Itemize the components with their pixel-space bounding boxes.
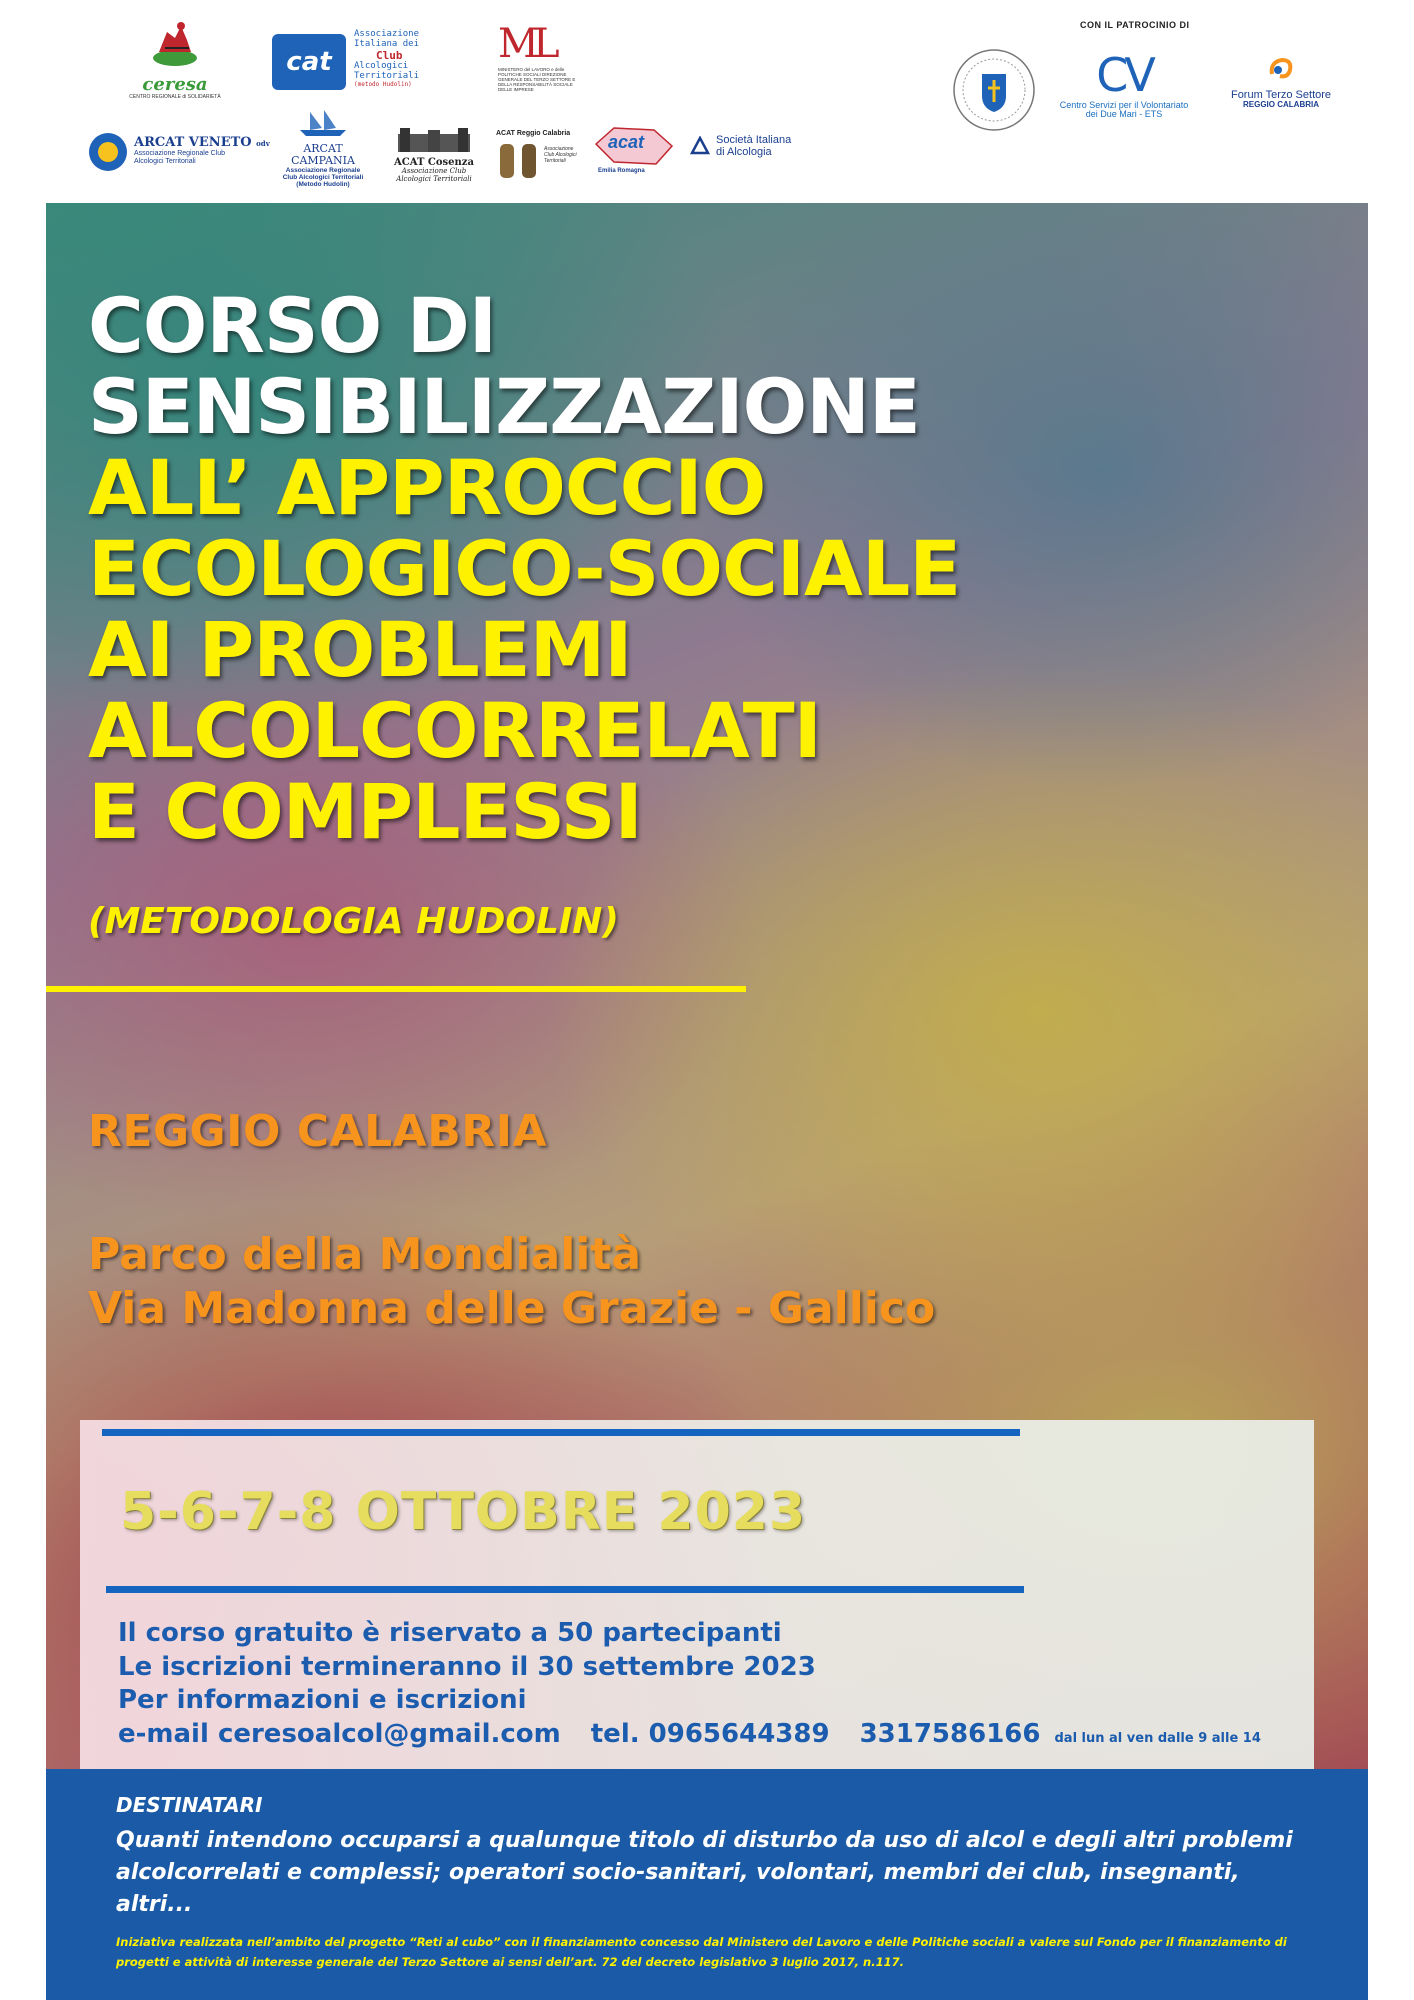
aicat-line4: Alcologici (354, 60, 409, 71)
coat-of-arms-icon (952, 48, 1036, 132)
csv-line1: Centro Servizi per il Volontariato (1059, 99, 1189, 110)
title-line-2: SENSIBILIZZAZIONE (88, 362, 920, 451)
title-line-4: ECOLOGICO-SOCIALE (88, 524, 961, 613)
arcat-campania-name: ARCAT CAMPANIA (291, 142, 355, 168)
knight-horse-icon (145, 18, 205, 70)
destinatari-heading: DESTINATARI (116, 1793, 263, 1817)
forum-line1: Forum Terzo Settore (1230, 89, 1332, 101)
location-place: Parco della Mondialità (88, 1229, 642, 1280)
triangle-icon (690, 136, 710, 156)
aicat-line1: Associazione (354, 29, 420, 39)
acat-reggio-logo (496, 130, 582, 164)
coat-of-arms-logo (952, 48, 1036, 137)
arcat-campania-sub3: (Metodo Hudolin) (296, 181, 350, 189)
csv-line2: dei Due Mari - ETS (1085, 109, 1163, 120)
forum-line2: REGGIO CALABRIA (1243, 100, 1319, 110)
acat-reggio-name: ACAT Reggio Calabria (496, 130, 571, 137)
aicat-logo (272, 30, 452, 96)
ministero-text: MINISTERO del LAVORO e delle POLITICHE SOCIALI DIREZIONE GENERALE DEL TERZO SETTORE E DELLA RESPONSABILITÀ SOCIALE DELLE IMPRESE (498, 67, 576, 92)
acat-cosenza-logo (388, 126, 480, 183)
target-audience-band (46, 1769, 1368, 2000)
title-line-3: ALL’ APPROCCIO (88, 443, 766, 532)
ministero-mark: ML (498, 21, 554, 67)
location-address (88, 1228, 935, 1336)
yellow-divider (46, 986, 746, 992)
sia-line1: Società Italiana (716, 134, 792, 146)
course-title (88, 281, 961, 856)
aicat-mark-icon (272, 34, 346, 90)
ship-icon (296, 108, 350, 138)
arcat-campania-logo (270, 108, 376, 189)
forum-terzo-settore-logo (1222, 54, 1340, 110)
event-info-box (80, 1420, 1314, 1777)
title-line-6: ALCOLCORRELATI (88, 686, 821, 775)
contact-hours: dal lun al ven dalle 9 alle 14 (1054, 1730, 1261, 1746)
ceresa-subtitle: CENTRO REGIONALE di SOLIDARIETÀ (129, 93, 221, 100)
arcat-veneto-subtitle: Associazione Regionale Club Alcologici Territoriali (134, 150, 226, 165)
destinatari-body: Quanti intendono occuparsi a qualunque titolo di disturbo da uso di alcol e degli altri problemi alcolcorrelati e complessi; operatori socio-sanitari, volontari, membri dei club, insegnanti, altri... (116, 1828, 1293, 1917)
acat-emilia-logo (594, 124, 674, 176)
sun-emblem-icon (88, 132, 128, 172)
aicat-line5: Territoriali (354, 70, 420, 81)
arcat-campania-sub2: Club Alcologici Territoriali (282, 174, 364, 182)
acat-cosenza-name: ACAT Cosenza (394, 157, 474, 168)
poster (46, 203, 1368, 2000)
blue-rule-middle (106, 1586, 1024, 1593)
csv-mark: CV (1096, 48, 1152, 102)
acat-emilia-subtitle: Emilia Romagna (598, 168, 645, 174)
info-registration-deadline: Le iscrizioni termineranno il 30 settembre 2023 (118, 1651, 816, 1682)
title-line-5: AI PROBLEMI (88, 605, 632, 694)
arcat-veneto-name: ARCAT VENETO (134, 135, 252, 150)
contact-mobile[interactable]: 3317586166 (859, 1718, 1041, 1749)
contact-phone[interactable]: tel. 0965644389 (590, 1718, 830, 1749)
arcat-campania-sub1: Associazione Regionale (285, 167, 361, 175)
forum-swirl-icon (1266, 54, 1296, 84)
blue-rule-top (102, 1429, 1020, 1436)
ceresa-name: ceresa (142, 74, 208, 95)
castle-icon (394, 126, 474, 152)
acat-cosenza-sub1: Associazione Club (401, 167, 467, 175)
sia-line2: di Alcologia (716, 146, 772, 159)
event-dates: 5-6-7-8 OTTOBRE 2023 (120, 1482, 807, 1542)
info-contacts-heading: Per informazioni e iscrizioni (118, 1685, 527, 1715)
aicat-mark-text: cat (286, 47, 332, 77)
contact-line (118, 1718, 1291, 1756)
arcat-veneto-suffix: odv (256, 139, 270, 148)
title-line-1: CORSO DI (88, 281, 497, 370)
location-city: REGGIO CALABRIA (88, 1106, 548, 1157)
ministero-logo (498, 22, 588, 93)
info-free-course: Il corso gratuito è riservato a 50 partecipanti (118, 1618, 782, 1648)
acat-cosenza-sub2: Alcologici Territoriali (396, 174, 472, 183)
acat-emilia-mark: acat (608, 132, 645, 152)
course-subtitle: (METODOLOGIA HUDOLIN) (88, 901, 619, 942)
ceresa-logo (120, 18, 230, 100)
patronage-label: CON IL PATROCINIO DI (1080, 20, 1190, 30)
aicat-line6: (metodo Hudolin) (354, 80, 412, 88)
sponsor-logos (0, 0, 1414, 200)
location-street: Via Madonna delle Grazie - Gallico (88, 1283, 936, 1334)
acat-reggio-subtitle: Associazione Club Alcologici Territoriali (544, 146, 577, 164)
aicat-line3: Club (376, 48, 403, 62)
title-line-7: E COMPLESSI (88, 767, 642, 856)
funding-footnote: Iniziativa realizzata nell’ambito del progetto “Reti al cubo” con il finanziamento concesso dal Ministero del Lavoro e delle Politiche sociali a valere sul Fondo per il finanziamento di progetti e attività di interesse generale del Terzo Settore ai sensi dell’art. 72 del decreto legislativo 3 luglio 2017, n.117. (116, 1935, 1287, 1969)
contact-email[interactable]: e-mail ceresoalcol@gmail.com (118, 1718, 561, 1749)
bronze-statues-icon (496, 142, 542, 178)
event-details (118, 1617, 1291, 1755)
aicat-line2: Italiana dei (354, 38, 420, 49)
csv-logo (1054, 50, 1194, 120)
